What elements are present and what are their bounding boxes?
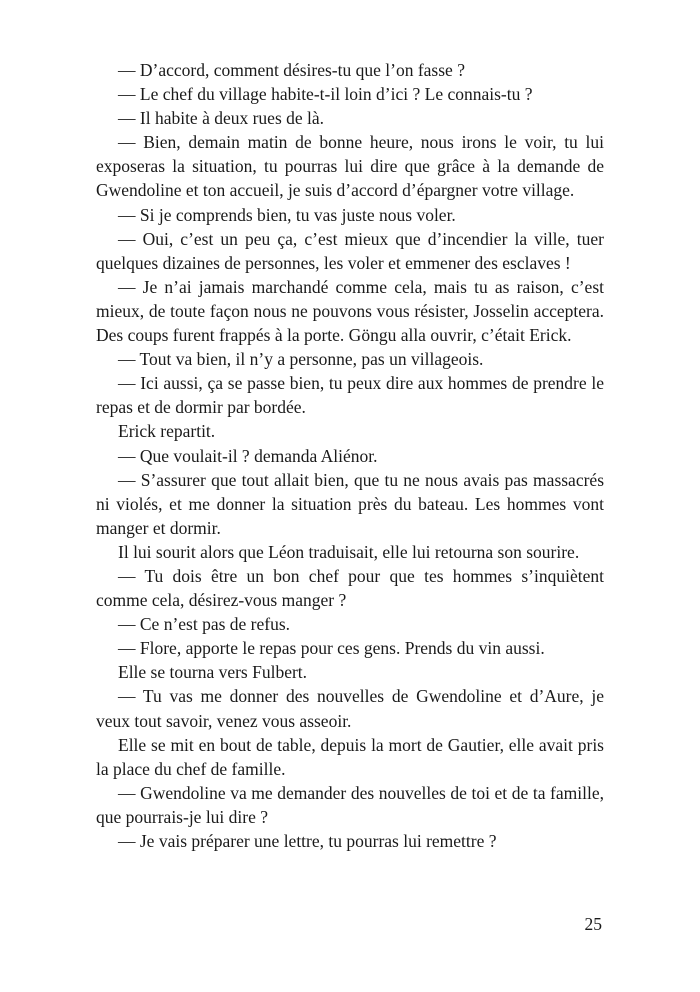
paragraph: — Bien, demain matin de bonne heure, nous irons le voir, tu lui exposeras la situation, tu pourras lui dire que grâce à la demande de Gwendoline et ton accueil, je suis d’accord d’épargner votre village. [96, 132, 604, 201]
paragraph: — Si je comprends bien, tu vas juste nous voler. [118, 204, 456, 225]
paragraph: — Je n’ai jamais marchandé comme cela, mais tu as raison, c’est mieux, de toute façon nous ne pouvons vous résister, Josselin acceptera. Des coups furent frappés à la porte. Göngu alla ouvrir, c’était Erick. [96, 276, 604, 346]
paragraph: Elle se tourna vers Fulbert. [118, 662, 308, 683]
paragraph: — Le chef du village habite-t-il loin d’ici ? Le connais-tu ? [118, 84, 533, 105]
paragraph: — Tout va bien, il n’y a personne, pas un villageois. [118, 349, 484, 370]
paragraph: — D’accord, comment désires-tu que l’on fasse ? [118, 60, 465, 80]
paragraph: — Tu vas me donner des nouvelles de Gwendoline et d’Aure, je veux tout savoir, venez vous asseoir. [96, 686, 604, 731]
paragraph: — Ici aussi, ça se passe bien, tu peux dire aux hommes de prendre le repas et de dormir par bordée. [96, 373, 604, 418]
page-body [96, 58, 604, 853]
paragraph: — S’assurer que tout allait bien, que tu ne nous avais pas massacrés ni violés, et me donner la situation près du bateau. Les hommes vont manger et dormir. [96, 469, 604, 538]
paragraph: Erick repartit. [118, 421, 216, 442]
paragraph: — Que voulait-il ? demanda Aliénor. [118, 445, 378, 466]
paragraph: Il lui sourit alors que Léon traduisait, elle lui retourna son sourire. [118, 541, 580, 562]
paragraph: — Il habite à deux rues de là. [118, 108, 325, 129]
page-number: 25 [584, 914, 602, 934]
paragraph: — Oui, c’est un peu ça, c’est mieux que d’incendier la ville, tuer quelques dizaines de personnes, les voler et emmener des esclaves ! [96, 228, 604, 273]
paragraph: — Tu dois être un bon chef pour que tes hommes s’inquiètent comme cela, désirez-vous manger ? [96, 565, 604, 611]
paragraph: — Gwendoline va me demander des nouvelles de toi et de ta famille, que pourrais-je lui dire ? [96, 782, 604, 827]
paragraph: — Je vais préparer une lettre, tu pourras lui remettre ? [118, 831, 497, 851]
paragraph: — Ce n’est pas de refus. [118, 614, 291, 635]
paragraph: Elle se mit en bout de table, depuis la mort de Gautier, elle avait pris la place du chef de famille. [96, 734, 604, 779]
paragraph: — Flore, apporte le repas pour ces gens. Prends du vin aussi. [118, 638, 545, 659]
